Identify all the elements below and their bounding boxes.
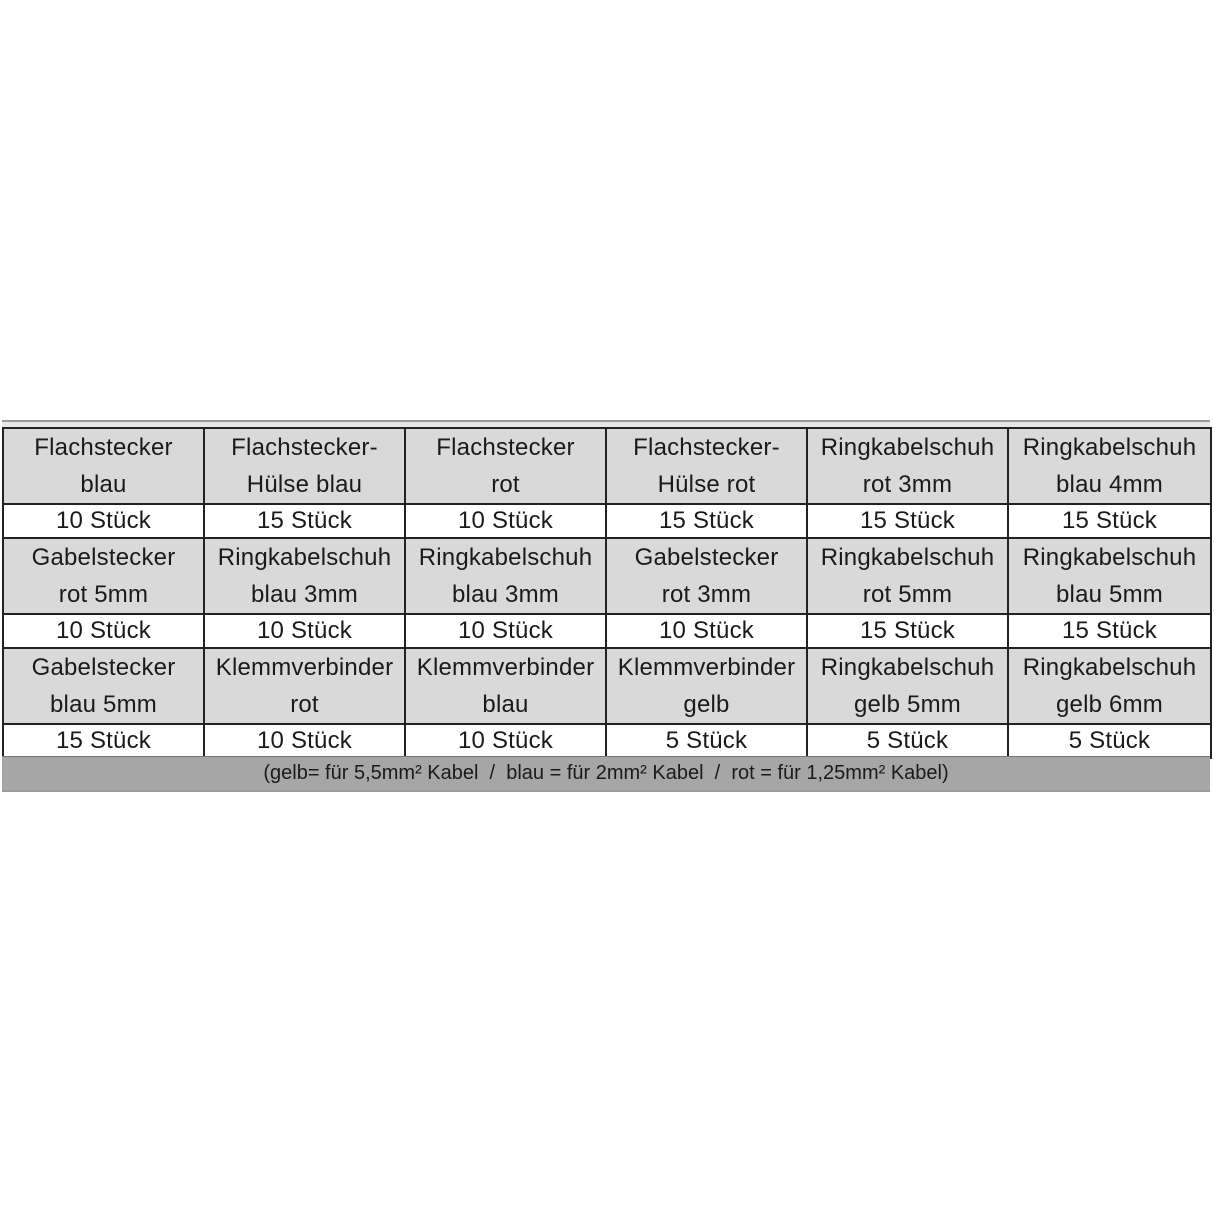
product-name-line1: Klemmverbinder [215,654,394,681]
quantity-cell: 10 Stück [204,614,405,648]
quantity-cell: 10 Stück [405,614,606,648]
product-name-line1: Flachstecker- [231,434,378,461]
product-name-line2: gelb [683,691,730,718]
product-name-cell [3,428,204,504]
product-name-cell [405,648,606,724]
quantity-row [3,504,1211,538]
quantity-cell: 15 Stück [204,504,405,538]
product-name-cell [807,428,1008,504]
product-name-line2: rot [290,691,319,718]
product-table-body [3,428,1211,758]
product-name-cell [1008,648,1211,724]
product-name-line1: Ringkabelschuh [1022,654,1197,681]
product-name-line1: Ringkabelschuh [820,434,995,461]
quantity-row [3,724,1211,758]
product-name-line1: Flachstecker- [633,434,780,461]
product-name-line2: blau [482,691,529,718]
product-name-line2: Hülse rot [657,471,756,498]
product-name-line2: Hülse blau [246,471,363,498]
product-name-row [3,428,1211,504]
cable-size-footnote: (gelb= für 5,5mm² Kabel / blau = für 2mm² Kabel / rot = für 1,25mm² Kabel) [2,756,1210,790]
product-name-cell [204,538,405,614]
quantity-cell: 15 Stück [3,724,204,758]
product-name-cell [204,428,405,504]
product-name-line2: blau 5mm [50,691,157,718]
quantity-cell: 15 Stück [1008,504,1211,538]
product-name-line1: Ringkabelschuh [1022,544,1197,571]
product-name-line2: rot 5mm [862,581,953,608]
quantity-cell: 5 Stück [807,724,1008,758]
product-name-row [3,538,1211,614]
product-name-line1: Ringkabelschuh [418,544,593,571]
product-name-cell [405,428,606,504]
product-name-cell [807,648,1008,724]
quantity-cell: 15 Stück [807,504,1008,538]
product-name-line1: Flachstecker [436,434,575,461]
quantity-cell: 10 Stück [606,614,807,648]
product-name-line1: Ringkabelschuh [1022,434,1197,461]
product-name-line1: Klemmverbinder [617,654,796,681]
product-name-line1: Ringkabelschuh [217,544,392,571]
product-name-line1: Gabelstecker [634,544,779,571]
product-name-cell [606,648,807,724]
product-name-cell [606,428,807,504]
product-table-container [2,420,1210,792]
product-name-line1: Gabelstecker [31,544,176,571]
product-name-line2: rot 3mm [862,471,953,498]
product-name-line2: rot [491,471,520,498]
product-name-line1: Klemmverbinder [416,654,595,681]
product-name-cell [204,648,405,724]
product-name-cell [1008,538,1211,614]
product-name-line2: blau 4mm [1056,471,1163,498]
product-name-line2: gelb 6mm [1056,691,1163,718]
quantity-cell: 10 Stück [204,724,405,758]
product-name-row [3,648,1211,724]
product-name-line1: Gabelstecker [31,654,176,681]
product-name-line2: rot 5mm [58,581,149,608]
quantity-cell: 10 Stück [3,614,204,648]
quantity-row [3,614,1211,648]
product-name-line2: blau [80,471,127,498]
product-name-cell [606,538,807,614]
quantity-cell: 15 Stück [606,504,807,538]
product-name-cell [405,538,606,614]
product-name-cell [3,538,204,614]
product-name-line2: blau 3mm [452,581,559,608]
product-name-line1: Ringkabelschuh [820,544,995,571]
product-name-line2: blau 5mm [1056,581,1163,608]
product-name-cell [807,538,1008,614]
product-name-line2: gelb 5mm [854,691,961,718]
quantity-cell: 5 Stück [1008,724,1211,758]
quantity-cell: 10 Stück [405,724,606,758]
product-name-line1: Flachstecker [34,434,173,461]
product-name-line1: Ringkabelschuh [820,654,995,681]
product-name-line2: blau 3mm [251,581,358,608]
quantity-cell: 10 Stück [405,504,606,538]
quantity-cell: 15 Stück [1008,614,1211,648]
product-name-line2: rot 3mm [661,581,752,608]
product-table [2,427,1212,759]
quantity-cell: 5 Stück [606,724,807,758]
quantity-cell: 10 Stück [3,504,204,538]
product-name-cell [3,648,204,724]
quantity-cell: 15 Stück [807,614,1008,648]
product-name-cell [1008,428,1211,504]
